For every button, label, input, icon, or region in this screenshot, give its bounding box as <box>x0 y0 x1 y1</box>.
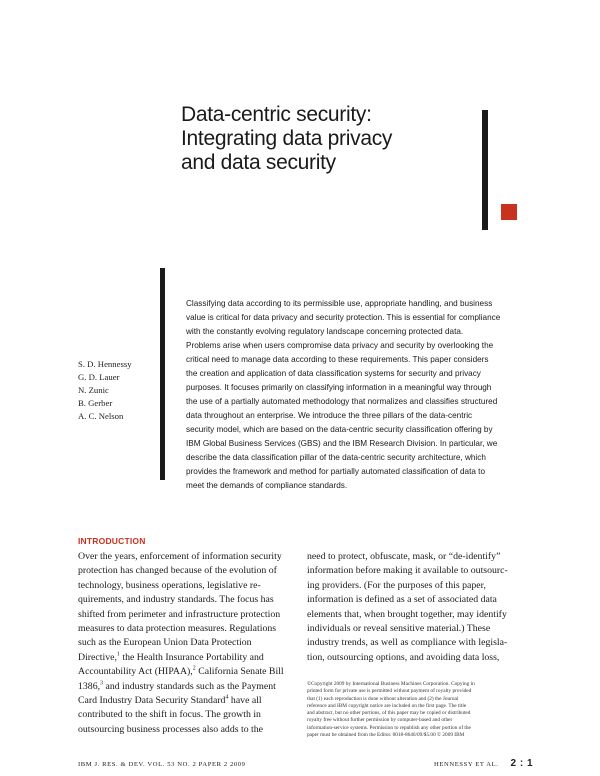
copyright-line: reference and IBM copyright notice are included on the first page. The title <box>307 702 467 709</box>
body-column-right <box>307 550 527 665</box>
body-line: shifted from perimeter and infrastructure protection <box>78 608 281 620</box>
body-line: measures to data protection measures. Regulations <box>78 623 277 635</box>
title-line: and data security <box>181 151 336 174</box>
footnote-ref: 2 <box>192 665 196 672</box>
accent-square <box>501 204 517 220</box>
copyright-line: ©Copyright 2009 by International Business Machines Corporation. Copying in <box>307 681 475 687</box>
body-text: the Health Insurance Portability and <box>122 651 264 663</box>
author-name: B. Gerber <box>78 398 113 408</box>
abstract-line: the creation and application of data classification systems for security and privacy <box>186 369 481 378</box>
footnote-ref: 3 <box>100 680 104 687</box>
abstract-line: Problems arise when users compromise data privacy and security by overlooking the <box>186 341 494 350</box>
section-heading: INTRODUCTION <box>78 536 146 546</box>
abstract-line: the use of a partially automated methodology that normalizes and classifies structured <box>186 397 498 406</box>
footer-authors: HENNESSY ET AL. <box>434 761 499 768</box>
body-text: and industry standards such as the Payment <box>105 680 276 692</box>
author-name: S. D. Hennessy <box>78 359 132 369</box>
body-line: quirements, and industry standards. The focus has <box>78 594 274 606</box>
body-line: tion, outsourcing options, and avoiding data loss, <box>307 651 500 663</box>
abstract-line: data throughout an enterprise. We introduce the three pillars of the data-centric <box>186 411 473 420</box>
body-line: technology, business operations, legislative re- <box>78 579 261 591</box>
body-line: such as the European Union Data Protection <box>78 637 252 649</box>
abstract-line: critical need to manage data according to these requirements. This paper considers <box>186 355 489 364</box>
body-line: industry trends, as well as compliance with legisla- <box>307 637 508 649</box>
title-line: Data-centric security: <box>181 103 372 126</box>
copyright-notice <box>307 681 529 739</box>
abstract-line: with the constantly evolving regulatory landscape concerning protected data. <box>186 327 464 336</box>
abstract-line: security model, which are based on the data-centric security classification offering by <box>186 425 493 434</box>
copyright-line: that (1) each reproduction is done without alteration and (2) the Journal <box>307 695 459 702</box>
body-column-left <box>78 550 288 737</box>
body-line <box>78 694 288 708</box>
abstract-line: meet the demands of compliance standards. <box>186 481 348 490</box>
body-line: Over the years, enforcement of information security <box>78 551 282 562</box>
body-line: individuals or reveal sensitive material.) These <box>307 623 491 635</box>
body-line: contributed to the shift in focus. The growth in <box>78 709 261 721</box>
copyright-line: paper must be obtained from the Editor. 0018-8646/09/$5.00 © 2009 IBM <box>307 732 465 739</box>
author-name: N. Zunic <box>78 385 109 395</box>
abstract-line: describe the data classification pillar of the data-centric security architecture, which <box>186 453 486 462</box>
author-name: G. D. Lauer <box>78 372 120 382</box>
body-line: elements that, when brought together, may identify <box>307 608 507 620</box>
abstract-line: purposes. It focuses primarily on classifying information in a meaningful way through <box>186 383 492 392</box>
body-line: information before making it available to outsourc- <box>307 565 508 577</box>
copyright-line: information-service systems. Permission to republish any other portion of the <box>307 724 471 731</box>
body-text: have all <box>230 695 262 707</box>
title-line: Integrating data privacy <box>181 127 393 150</box>
abstract-line: IBM Global Business Services (GBS) and the IBM Research Division. In particular, we <box>186 439 498 448</box>
abstract-line: provides the framework and method for partially automated classification of data to <box>186 467 485 476</box>
author-list <box>78 358 132 423</box>
body-line: information is defined as a set of associated data <box>307 594 497 606</box>
abstract-line: value is critical for data privacy and security protection. This is essential for compliance <box>186 313 501 322</box>
body-text: Card Industry Data Security Standard <box>78 695 226 707</box>
copyright-line: royalty free without further permission by computer-based and other <box>307 717 453 724</box>
footnote-ref: 1 <box>116 651 120 658</box>
body-line: protection has changed because of the evolution of <box>78 565 277 577</box>
author-name: A. C. Nelson <box>78 411 124 421</box>
body-text: California Senate Bill <box>198 666 284 678</box>
paper-title <box>181 103 481 175</box>
body-line <box>78 665 288 679</box>
copyright-line: and abstract, but no other portions, of this paper may be copied or distributed <box>307 710 471 717</box>
body-line <box>78 680 288 694</box>
body-text: Accountability Act (HIPAA), <box>78 666 193 678</box>
body-text: Directive, <box>78 651 117 663</box>
footnote-ref: 4 <box>225 694 229 701</box>
body-text: 1386, <box>78 680 101 692</box>
abstract-rule <box>160 268 165 480</box>
journal-footer: IBM J. RES. & DEV. VOL. 53 NO. 2 PAPER 2 2009 <box>78 761 246 768</box>
page-number: 2 : 1 <box>510 758 534 769</box>
body-line: ing providers. (For the purposes of this paper, <box>307 579 486 591</box>
title-rule <box>482 110 488 230</box>
body-line: outsourcing business processes also adds to the <box>78 723 264 735</box>
body-line: need to protect, obfuscate, mask, or “de-identify” <box>307 551 501 562</box>
body-line <box>78 651 288 665</box>
copyright-line: printed form for private use is permitted without payment of royalty provided <box>307 688 472 695</box>
page-footer <box>434 758 533 769</box>
abstract <box>186 297 530 493</box>
abstract-line: Classifying data according to its permissible use, appropriate handling, and business <box>186 299 493 308</box>
